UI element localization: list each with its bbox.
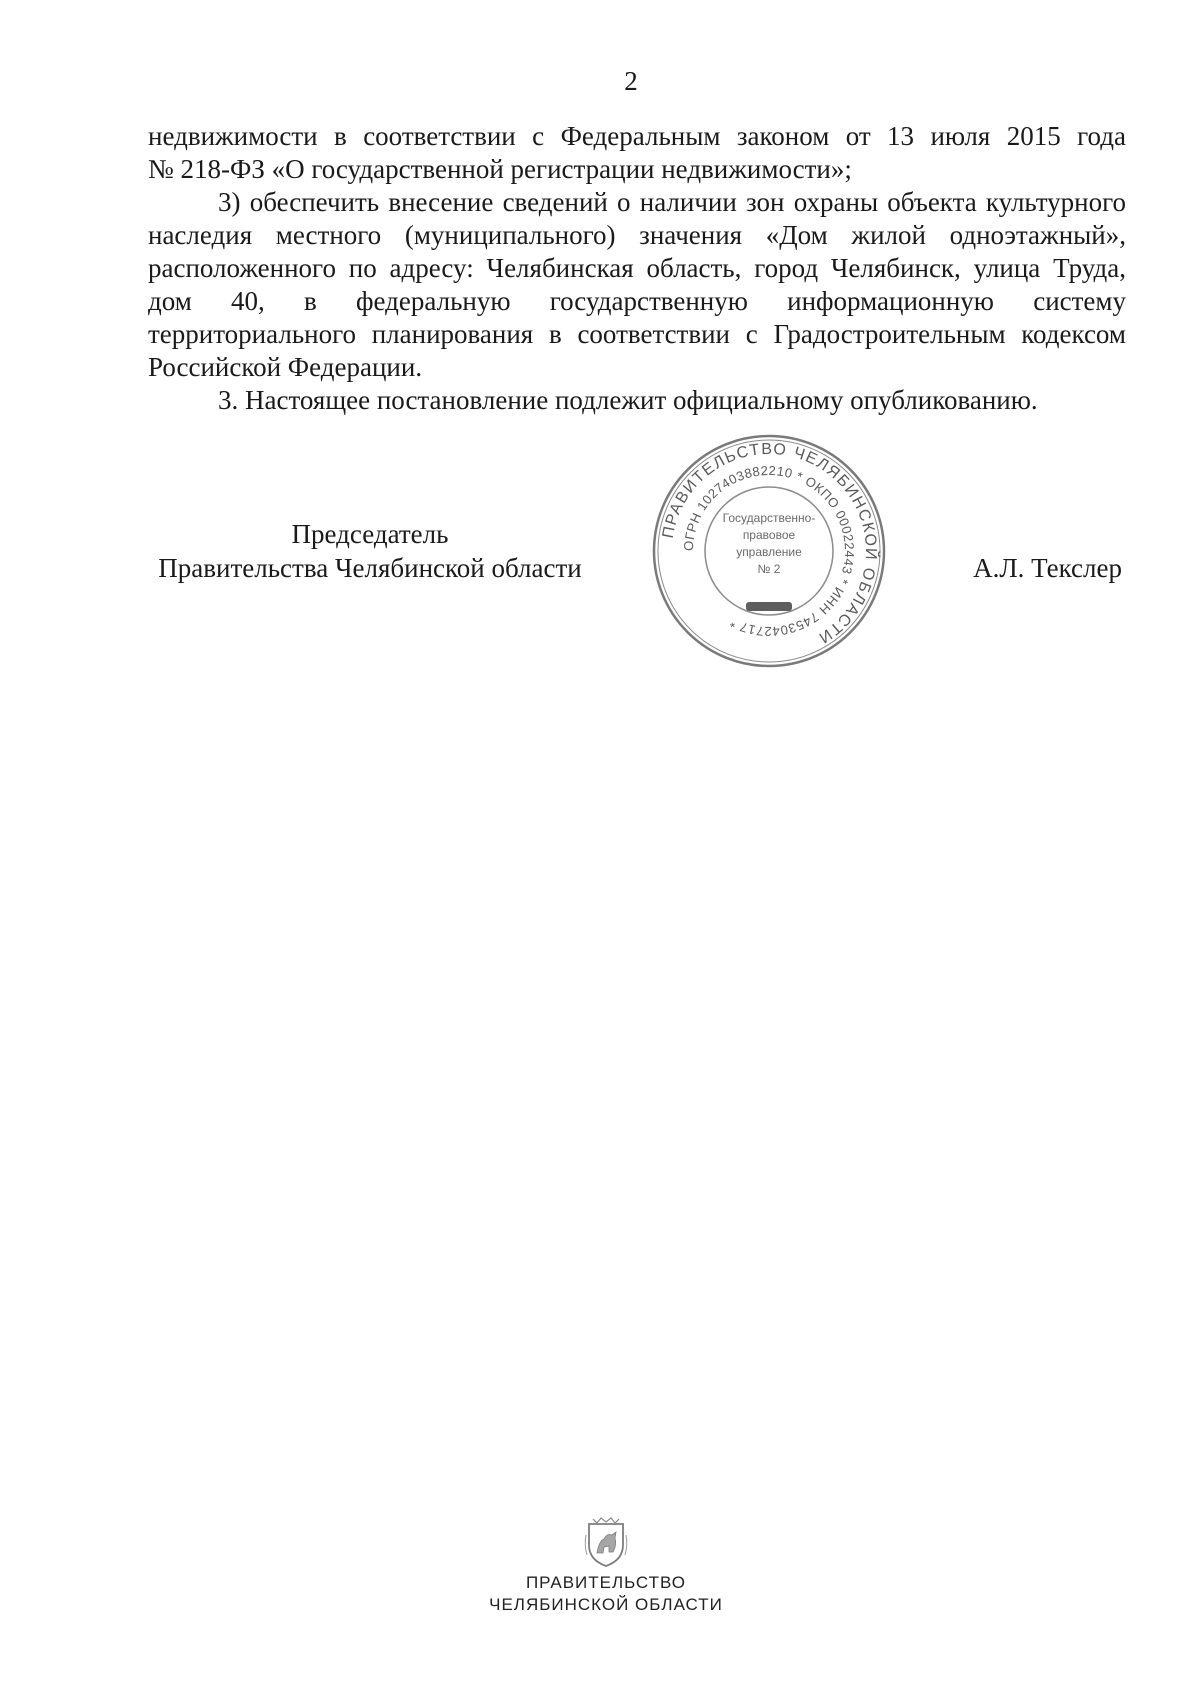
paragraph-continuation-line-1: недвижимости в соответствии с Федеральным законом от 13 июля 2015 года <box>148 121 1126 151</box>
paragraph-publication: 3. Настоящее постановление подлежит официальному опубликованию. <box>218 385 1038 415</box>
page-number: 2 <box>624 66 638 96</box>
signatory-position <box>140 517 600 585</box>
signatory-name: А.Л. Текслер <box>973 553 1122 583</box>
coat-of-arms-icon <box>583 1515 629 1569</box>
footer-org-line-1: ПРАВИТЕЛЬСТВО <box>525 1573 687 1592</box>
seal-center-line-4: № 2 <box>757 562 781 576</box>
seal-inner-text: ОГРН 1027403882210 * ОКПО 00022443 * ИНН 7453042717 * <box>680 462 858 640</box>
footer-organization <box>0 1572 1200 1616</box>
signatory-position-line-2: Правительства Челябинской области <box>158 553 582 583</box>
official-seal-stamp <box>650 432 888 670</box>
paragraph-continuation-line-2: № 218-ФЗ «О государственной регистрации недвижимости»; <box>148 154 852 184</box>
footer-org-line-2: ЧЕЛЯБИНСКОЙ ОБЛАСТИ <box>489 1595 723 1614</box>
document-body <box>148 120 1126 417</box>
seal-outer-text: ПРАВИТЕЛЬСТВО ЧЕЛЯБИНСКОЙ ОБЛАСТИ <box>659 440 880 647</box>
seal-center-line-2: правовое <box>742 528 796 542</box>
paragraph-item-3: 3) обеспечить внесение сведений о наличии зон охраны объекта культурного наследия местного (муниципального) значения «Дом жилой одноэтажный», расположенного по адресу: Челябинская область, город Челябинск, улица Труда, дом 40, в федеральную государственную информационную систему территориального планирования в соответствии с Градостроительным кодексом Российской Федерации. <box>148 187 1126 382</box>
seal-center-line-3: управление <box>736 545 802 559</box>
seal-center-line-1: Государственно- <box>722 511 816 525</box>
seal-center-text <box>710 510 828 578</box>
signatory-position-line-1: Председатель <box>291 519 449 549</box>
